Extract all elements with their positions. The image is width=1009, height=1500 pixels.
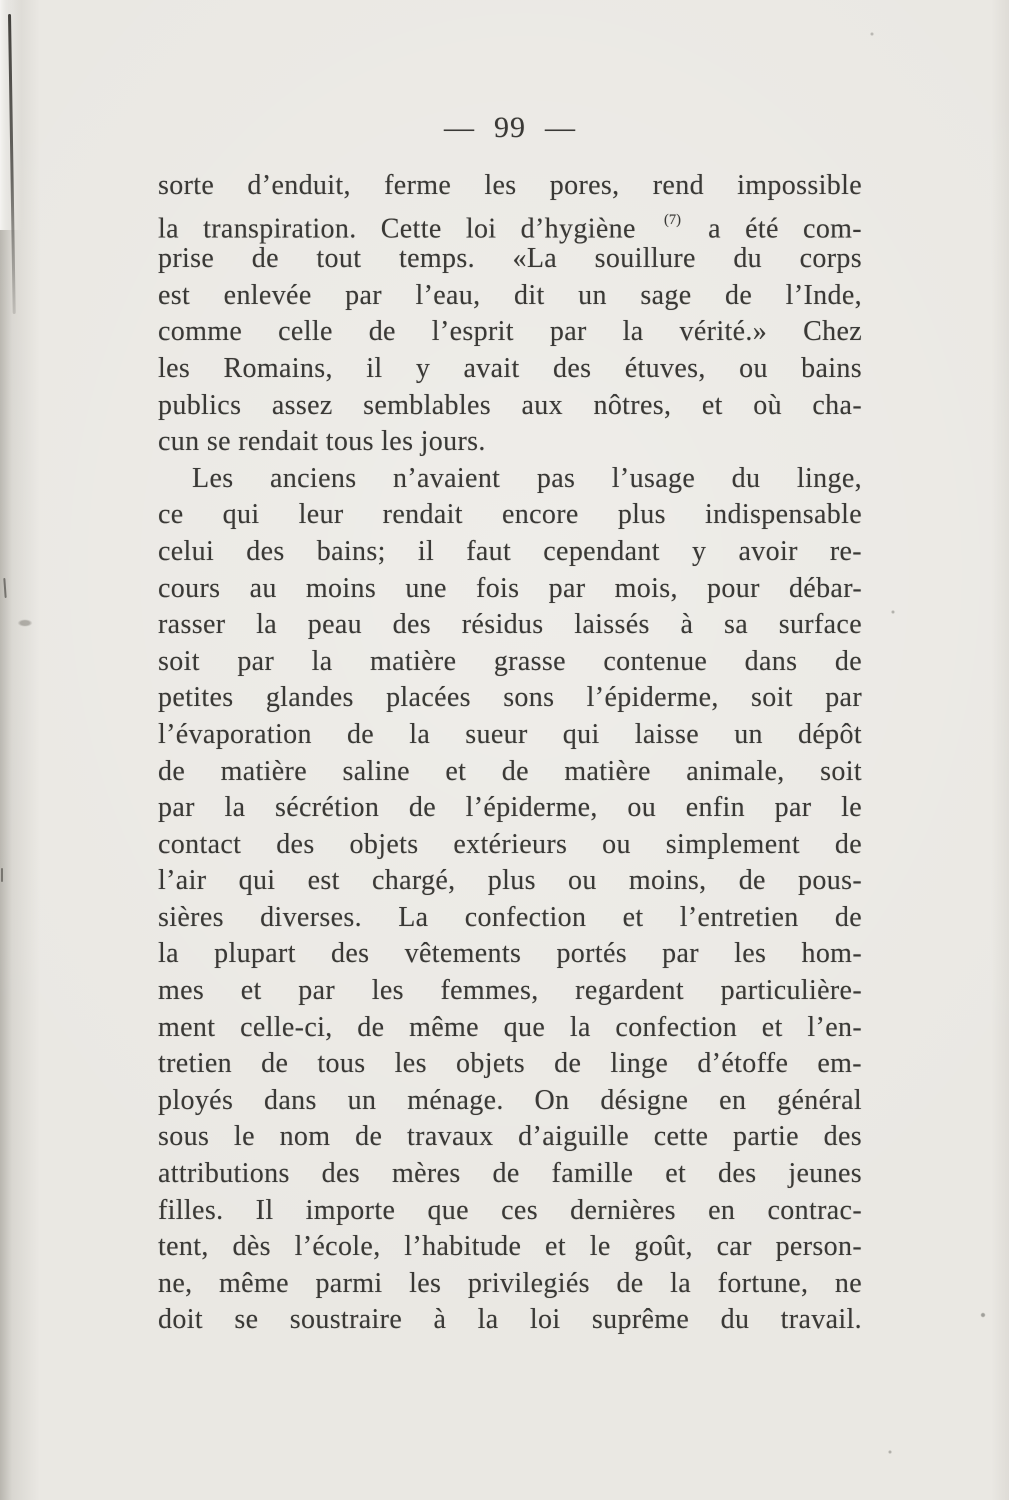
- text-line: comme celle de l’esprit par la vérité.» Chez: [158, 316, 862, 348]
- text-line: l’air qui est chargé, plus ou moins, de pous-: [158, 865, 862, 897]
- text-line: la plupart des vêtements portés par les hom-: [158, 938, 862, 970]
- text-line: contact des objets extérieurs ou simplement de: [158, 828, 862, 860]
- page-header: [160, 108, 860, 148]
- text-line: ce qui leur rendait encore plus indispensable: [158, 499, 862, 531]
- text-line: petites glandes placées sons l’épiderme, soit par: [158, 682, 862, 714]
- text-line: prise de tout temps. «La souillure du corps: [158, 243, 862, 275]
- text-line: Les anciens n’avaient pas l’usage du linge,: [192, 462, 862, 494]
- text-line-part: a été com-: [683, 212, 862, 244]
- page-number: 99: [494, 111, 526, 144]
- text-line: les Romains, il y avait des étuves, ou bains: [158, 352, 862, 384]
- text-line: soit par la matière grasse contenue dans de: [158, 645, 862, 677]
- text-line: celui des bains; il faut cependant y avoir re-: [158, 535, 862, 567]
- footnote-marker: (7): [663, 212, 681, 229]
- text-line: sières diverses. La confection et l’entretien de: [158, 901, 862, 933]
- binding-edge-mark: [1, 868, 3, 882]
- text-line: de matière saline et de matière animale, soit: [158, 755, 862, 787]
- text-line: ne, même parmi les privilegiés de la fortune, ne: [158, 1267, 862, 1299]
- text-line: mes et par les femmes, regardent particulière-: [158, 975, 862, 1007]
- text-line: sorte d’enduit, ferme les pores, rend impossible: [158, 170, 862, 201]
- text-line: tretien de tous les objets de linge d’étoffe em-: [158, 1048, 862, 1080]
- text-line: tent, dès l’école, l’habitude et le goût, car person-: [158, 1231, 862, 1263]
- body-text-block: [158, 168, 862, 1339]
- text-line: ployés dans un ménage. On désigne en général: [158, 1084, 862, 1116]
- text-line: rasser la peau des résidus laissés à sa surface: [158, 609, 862, 641]
- text-line: sous le nom de travaux d’aiguille cette partie des: [158, 1121, 862, 1153]
- header-dash-right: —: [545, 111, 576, 144]
- text-line: l’évaporation de la sueur qui laisse un dépôt: [158, 718, 862, 750]
- binding-edge-mark: [3, 578, 6, 598]
- text-line: [158, 205, 862, 242]
- header-dash-left: —: [444, 111, 475, 144]
- text-line: ment celle-ci, de même que la confection et l’en-: [158, 1011, 862, 1043]
- text-line: cours au moins une fois par mois, pour débar-: [158, 572, 862, 604]
- text-line: est enlevée par l’eau, dit un sage de l’Inde,: [158, 279, 862, 311]
- text-line: doit se soustraire à la loi suprême du travail.: [158, 1304, 862, 1336]
- text-line-part: la transpiration. Cette loi d’hygiène: [158, 212, 660, 244]
- text-line: par la sécrétion de l’épiderme, ou enfin par le: [158, 792, 862, 824]
- text-line: attributions des mères de famille et des jeunes: [158, 1158, 862, 1190]
- text-line: filles. Il importe que ces dernières en contrac-: [158, 1194, 862, 1226]
- text-line: cun se rendait tous les jours.: [158, 426, 486, 458]
- text-line: publics assez semblables aux nôtres, et où cha-: [158, 389, 862, 421]
